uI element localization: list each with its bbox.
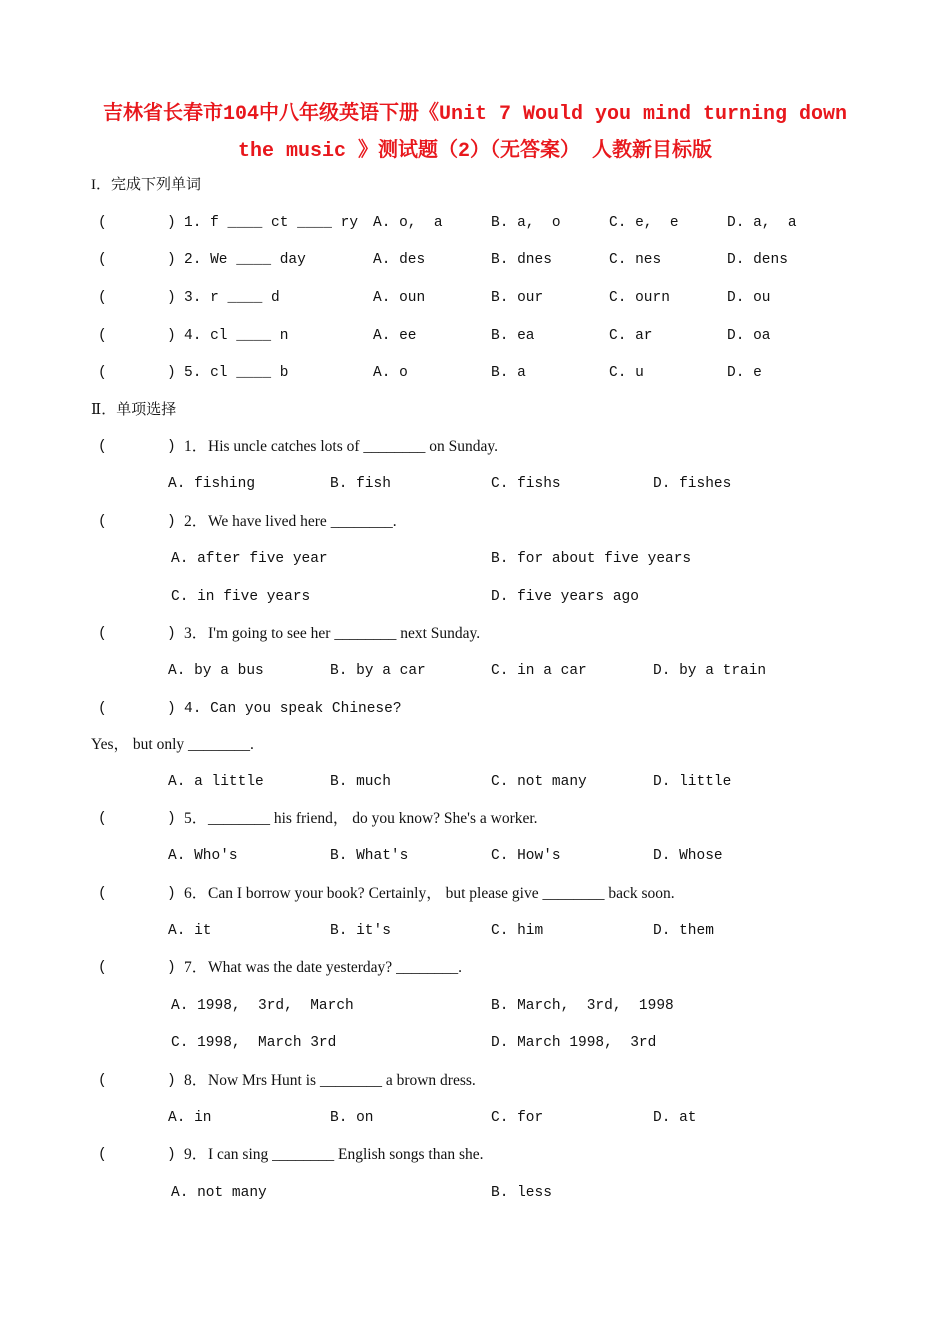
paren-open: ( [98, 960, 107, 976]
question-text: 4. Can you speak Chinese? [184, 701, 402, 717]
question-text: I can sing ________ English songs than she. [208, 1146, 484, 1163]
paren-open: ( [98, 290, 107, 306]
s2-q2-options-row2 [0, 586, 950, 608]
option-b: B. by a car [330, 663, 426, 679]
option-d: D. them [653, 923, 714, 939]
paren-close: ) [167, 1073, 176, 1089]
question-text: What was the date yesterday? ________. [208, 959, 462, 976]
option-c: C. nes [609, 252, 662, 268]
s2-question-8 [0, 1070, 950, 1092]
s2-q7-options-row2 [0, 1032, 950, 1054]
question-number: 3． [184, 625, 208, 642]
question-number: 6． [184, 885, 208, 902]
question-text: I'm going to see her ________ next Sunday. [208, 625, 481, 642]
option-a: A. after five year [171, 551, 328, 567]
question-text: ________ his friend， do you know? She's a worker. [208, 810, 538, 827]
option-b: B. our [491, 290, 544, 306]
s2-q8-options [0, 1107, 950, 1129]
option-d: D. ou [727, 290, 771, 306]
option-c: C. fishs [491, 476, 561, 492]
option-a: A. Who's [168, 848, 238, 864]
option-a: A. des [373, 252, 426, 268]
s2-q9-options [0, 1182, 950, 1204]
option-a: A. o, a [373, 215, 443, 231]
option-b: B. on [330, 1110, 374, 1126]
paren-close: ) [167, 960, 176, 976]
paren-open: ( [98, 439, 107, 455]
option-c: C. ar [609, 328, 653, 344]
paren-open: ( [98, 514, 107, 530]
question-number: 5． [184, 810, 208, 827]
question-text: His uncle catches lots of ________ on Sunday. [208, 438, 499, 455]
paren-close: ) [167, 701, 176, 717]
s1-question-4 [0, 325, 950, 347]
question-text: 3. r ____ d [184, 290, 280, 306]
paren-open: ( [98, 328, 107, 344]
option-b: B. fish [330, 476, 391, 492]
question-number: 7． [184, 959, 208, 976]
question-text: 2. We ____ day [184, 252, 306, 268]
s1-question-3 [0, 287, 950, 309]
option-a: A. o [373, 365, 408, 381]
question-text: Now Mrs Hunt is ________ a brown dress. [208, 1072, 476, 1089]
s1-question-2 [0, 249, 950, 271]
question-number: 9． [184, 1146, 208, 1163]
s2-question-2 [0, 511, 950, 533]
paren-open: ( [98, 1147, 107, 1163]
option-c: C. 1998, March 3rd [171, 1035, 337, 1051]
s2-question-9 [0, 1144, 950, 1166]
question-number: 1． [184, 438, 208, 455]
s2-question-4-continued [0, 734, 950, 756]
option-c: C. u [609, 365, 644, 381]
option-d: D. little [653, 774, 732, 790]
option-b: B. a [491, 365, 526, 381]
option-b: B. ea [491, 328, 535, 344]
s2-q3-options [0, 660, 950, 682]
option-a: A. oun [373, 290, 426, 306]
option-b: B. March, 3rd, 1998 [491, 998, 674, 1014]
question-text-continued: Yes， but only ________. [91, 736, 254, 753]
s2-question-3 [0, 623, 950, 645]
question-number: 2． [184, 513, 208, 530]
option-a: A. in [168, 1110, 212, 1126]
paren-open: ( [98, 215, 107, 231]
option-a: A. fishing [168, 476, 256, 492]
paren-close: ) [167, 328, 176, 344]
s2-q6-options [0, 920, 950, 942]
section-2-heading: Ⅱ．单项选择 [91, 402, 177, 418]
paren-open: ( [98, 811, 107, 827]
option-d: D. fishes [653, 476, 732, 492]
paren-open: ( [98, 252, 107, 268]
paren-open: ( [98, 626, 107, 642]
s2-q4-options [0, 771, 950, 793]
option-c: C. for [491, 1110, 544, 1126]
option-b: B. it's [330, 923, 391, 939]
option-a: A. it [168, 923, 212, 939]
option-d: D. Whose [653, 848, 723, 864]
option-c: C. in a car [491, 663, 587, 679]
option-b: B. for about five years [491, 551, 692, 567]
option-b: B. dnes [491, 252, 552, 268]
paren-open: ( [98, 1073, 107, 1089]
paren-close: ) [167, 439, 176, 455]
option-d: D. oa [727, 328, 771, 344]
option-a: A. a little [168, 774, 264, 790]
paren-open: ( [98, 886, 107, 902]
title-line-2: the music 》测试题（2）（无答案） 人教新目标版 [237, 140, 713, 163]
s2-q5-options [0, 845, 950, 867]
question-text: 1. f ____ ct ____ ry [184, 215, 359, 231]
s2-question-1 [0, 436, 950, 458]
s2-q1-options [0, 473, 950, 495]
paren-close: ) [167, 886, 176, 902]
s2-q7-options-row1 [0, 995, 950, 1017]
option-c: C. not many [491, 774, 587, 790]
s2-question-5 [0, 808, 950, 830]
option-d: D. at [653, 1110, 697, 1126]
option-d: D. a, a [727, 215, 797, 231]
option-b: B. a, o [491, 215, 561, 231]
option-d: D. by a train [653, 663, 767, 679]
option-d: D. dens [727, 252, 788, 268]
option-c: C. in five years [171, 589, 311, 605]
title-line-1: 吉林省长春市104中八年级英语下册《Unit 7 Would you mind turning down [102, 103, 848, 126]
s2-question-7 [0, 957, 950, 979]
document-title [60, 96, 890, 170]
option-c: C. him [491, 923, 544, 939]
paren-open: ( [98, 701, 107, 717]
question-text: We have lived here ________. [208, 513, 397, 530]
option-c: C. ourn [609, 290, 670, 306]
option-d: D. five years ago [491, 589, 639, 605]
section-1-heading: I．完成下列单词 [91, 177, 201, 193]
option-b: B. much [330, 774, 391, 790]
s2-question-4 [0, 698, 950, 720]
question-text: 5. cl ____ b [184, 365, 289, 381]
option-c: C. e, e [609, 215, 679, 231]
paren-close: ) [167, 252, 176, 268]
paren-close: ) [167, 365, 176, 381]
option-a: A. not many [171, 1185, 267, 1201]
option-a: A. 1998, 3rd, March [171, 998, 354, 1014]
question-number: 8． [184, 1072, 208, 1089]
paren-open: ( [98, 365, 107, 381]
option-d: D. e [727, 365, 762, 381]
option-d: D. March 1998, 3rd [491, 1035, 657, 1051]
paren-close: ) [167, 811, 176, 827]
option-a: A. by a bus [168, 663, 264, 679]
option-b: B. less [491, 1185, 552, 1201]
s1-question-1 [0, 212, 950, 234]
option-b: B. What's [330, 848, 409, 864]
s2-question-6 [0, 883, 950, 905]
question-text: 4. cl ____ n [184, 328, 289, 344]
question-text: Can I borrow your book? Certainly， but please give ________ back soon. [208, 885, 675, 902]
s1-question-5 [0, 362, 950, 384]
paren-close: ) [167, 1147, 176, 1163]
paren-close: ) [167, 514, 176, 530]
paren-close: ) [167, 290, 176, 306]
s2-q2-options-row1 [0, 548, 950, 570]
option-c: C. How's [491, 848, 561, 864]
option-a: A. ee [373, 328, 417, 344]
paren-close: ) [167, 215, 176, 231]
paren-close: ) [167, 626, 176, 642]
